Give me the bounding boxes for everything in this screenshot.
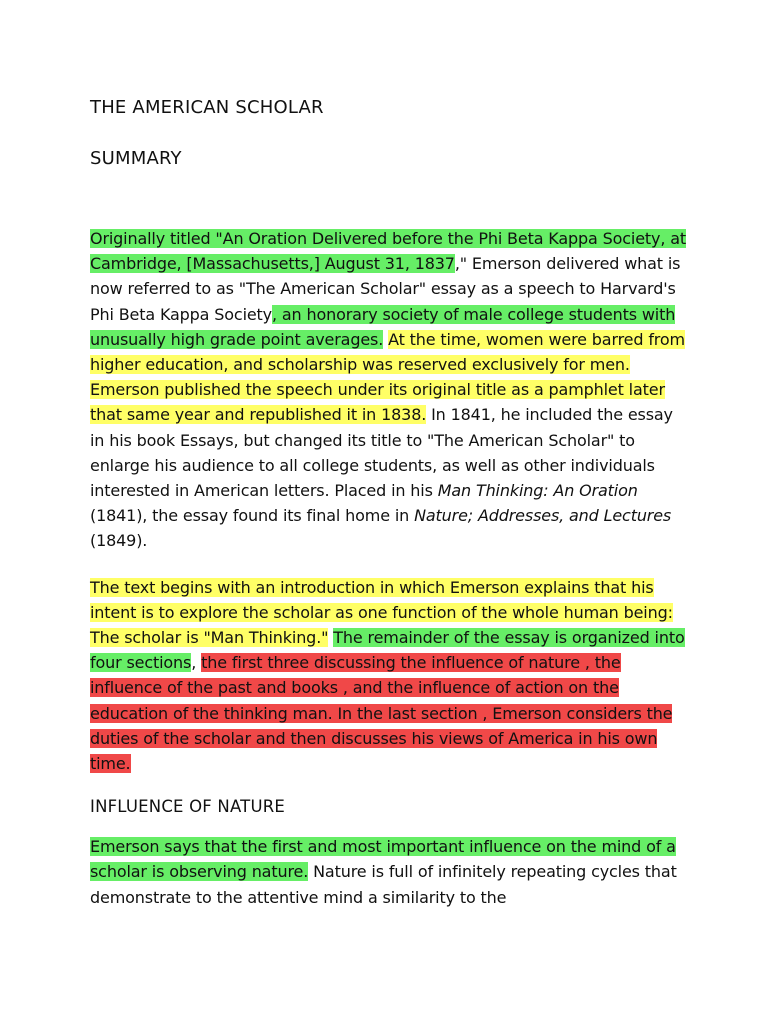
text-run: (1841), the essay found its final home in <box>90 506 415 526</box>
text-run: Nature is full of infinitely repeating cycles that demonstrate to the attentive mind a similarity to the <box>90 862 677 907</box>
paragraph-nature <box>90 834 686 910</box>
highlight-yellow: The text begins with an introduction in which Emerson explains that his intent is to explore the scholar as one function of the whole human being: The scholar is "Man Thinking." <box>90 577 673 648</box>
highlight-red: the first three discussing the influence of nature , the influence of the past and books , and the influence of action on the education of the thinking man. In the last section , Emerson considers the duties of the scholar and then discusses his views of America in his own time. <box>90 653 673 774</box>
paragraph-structure <box>90 575 686 777</box>
document-body <box>90 96 686 910</box>
highlight-yellow: At the time, women were barred from higher education, and scholarship was reserved exclusively for men. <box>90 329 685 375</box>
section-heading: INFLUENCE OF NATURE <box>90 797 286 817</box>
paragraph-origin <box>90 226 686 554</box>
highlight-green: Emerson says that the first and most important influence on the mind of a scholar is observing nature. <box>90 837 676 882</box>
highlight-green: , an honorary society of male college students with unusually high grade point averages. <box>90 304 676 349</box>
book-title-italic: Nature; Addresses, and Lectures <box>414 506 672 526</box>
text-run: (1849). <box>90 531 148 551</box>
text-run: , <box>191 653 202 673</box>
text-run: In 1841, he included the essay in his book Essays, but changed its title to "The American Scholar" to enlarge his audience to all college students, as well as other individuals interested in American letters. Placed in his <box>90 405 673 501</box>
book-title-italic: Man Thinking: An Oration <box>437 481 638 501</box>
document-title: THE AMERICAN SCHOLAR <box>90 97 324 118</box>
document-subtitle: SUMMARY <box>90 148 182 169</box>
text-run: ," Emerson delivered what is now referred to as "The American Scholar" essay as a speech to Harvard's Phi Beta Kappa Society <box>90 254 681 324</box>
highlight-green: Originally titled "An Oration Delivered before the Phi Beta Kappa Society, at Cambridge, [Massachusetts,] August 31, 1837 <box>90 229 686 274</box>
highlight-yellow: Emerson published the speech under its original title as a pamphlet later that same year and republished it in 1838. <box>90 380 665 425</box>
highlight-green: The remainder of the essay is organized into four sections <box>90 628 685 673</box>
